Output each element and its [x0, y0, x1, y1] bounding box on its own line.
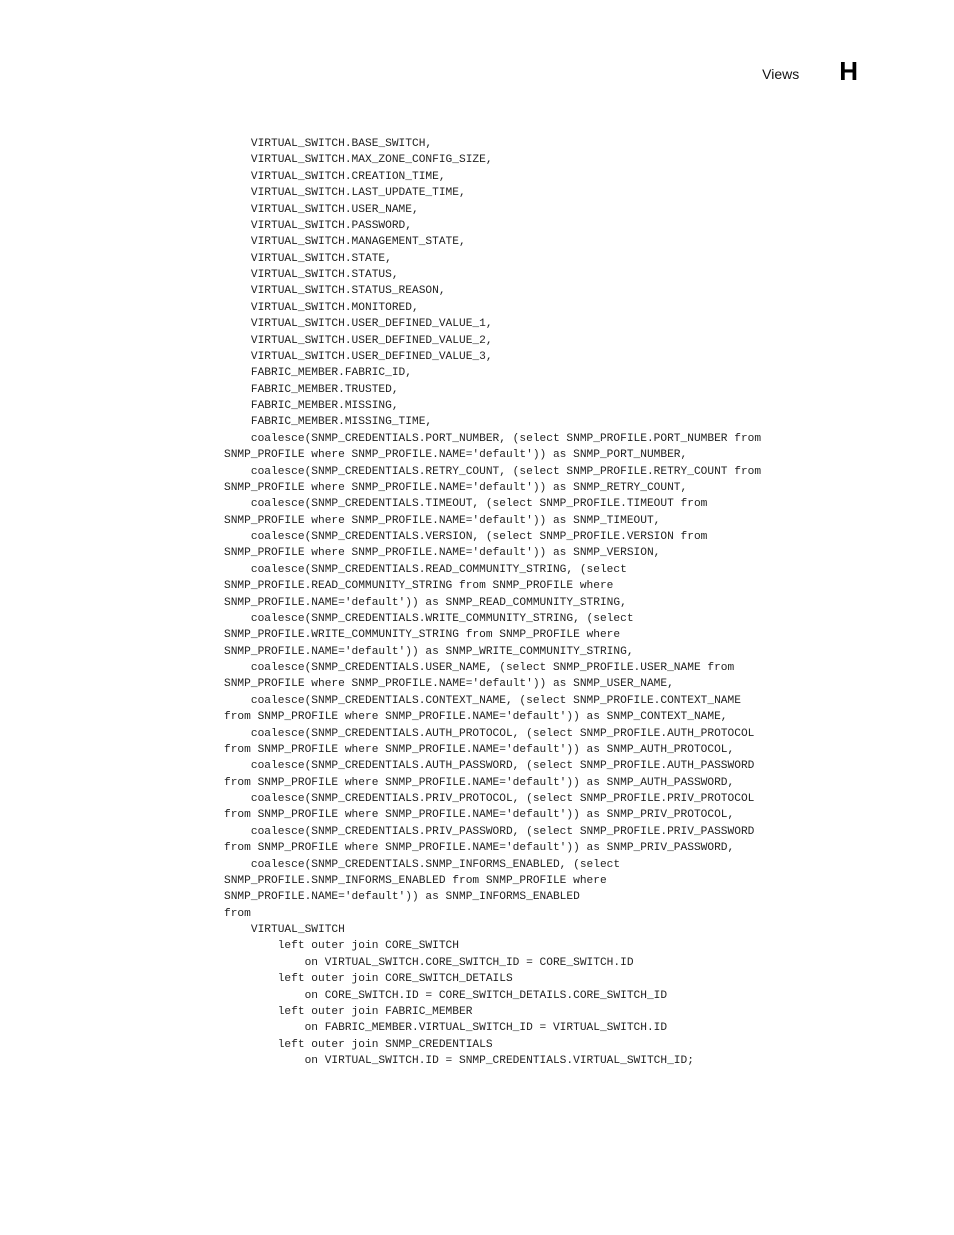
code-line: from SNMP_PROFILE where SNMP_PROFILE.NAME='default')) as SNMP_PRIV_PROTOCOL, [224, 809, 735, 822]
code-line: VIRTUAL_SWITCH.USER_DEFINED_VALUE_3, [224, 350, 493, 363]
code-line: from [224, 907, 251, 920]
code-line: SNMP_PROFILE.READ_COMMUNITY_STRING from SNMP_PROFILE where [224, 580, 614, 593]
code-line: coalesce(SNMP_CREDENTIALS.CONTEXT_NAME, (select SNMP_PROFILE.CONTEXT_NAME [224, 694, 741, 707]
code-line: left outer join SNMP_CREDENTIALS [224, 1038, 493, 1051]
code-line: on VIRTUAL_SWITCH.ID = SNMP_CREDENTIALS.VIRTUAL_SWITCH_ID; [224, 1055, 694, 1067]
code-line: SNMP_PROFILE.NAME='default')) as SNMP_WRITE_COMMUNITY_STRING, [224, 645, 634, 658]
code-line: coalesce(SNMP_CREDENTIALS.WRITE_COMMUNITY_STRING, (select [224, 612, 634, 625]
code-line: coalesce(SNMP_CREDENTIALS.READ_COMMUNITY_STRING, (select [224, 563, 627, 576]
code-line: FABRIC_MEMBER.TRUSTED, [224, 383, 399, 396]
code-line: SNMP_PROFILE where SNMP_PROFILE.NAME='default')) as SNMP_VERSION, [224, 547, 661, 560]
code-line: on CORE_SWITCH.ID = CORE_SWITCH_DETAILS.CORE_SWITCH_ID [224, 989, 668, 1002]
code-line: VIRTUAL_SWITCH.USER_DEFINED_VALUE_2, [224, 334, 493, 347]
code-line: VIRTUAL_SWITCH.USER_NAME, [224, 203, 419, 216]
code-line: from SNMP_PROFILE where SNMP_PROFILE.NAME='default')) as SNMP_AUTH_PROTOCOL, [224, 743, 735, 756]
code-line: SNMP_PROFILE.NAME='default')) as SNMP_READ_COMMUNITY_STRING, [224, 596, 627, 609]
section-title: Views [762, 65, 800, 82]
code-line: FABRIC_MEMBER.MISSING_TIME, [224, 416, 433, 429]
code-line: from SNMP_PROFILE where SNMP_PROFILE.NAME='default')) as SNMP_CONTEXT_NAME, [224, 711, 728, 724]
code-line: SNMP_PROFILE where SNMP_PROFILE.NAME='default')) as SNMP_RETRY_COUNT, [224, 481, 688, 494]
code-line: coalesce(SNMP_CREDENTIALS.TIMEOUT, (select SNMP_PROFILE.TIMEOUT from [224, 498, 708, 511]
code-line: SNMP_PROFILE where SNMP_PROFILE.NAME='default')) as SNMP_PORT_NUMBER, [224, 449, 688, 462]
code-line: VIRTUAL_SWITCH.CREATION_TIME, [224, 170, 446, 183]
code-line: VIRTUAL_SWITCH.STATUS, [224, 269, 399, 281]
code-line: SNMP_PROFILE.NAME='default')) as SNMP_INFORMS_ENABLED [224, 891, 580, 904]
code-line: VIRTUAL_SWITCH [224, 924, 345, 936]
appendix-letter: H [839, 56, 858, 86]
code-line: coalesce(SNMP_CREDENTIALS.AUTH_PROTOCOL, (select SNMP_PROFILE.AUTH_PROTOCOL [224, 727, 755, 740]
code-line: left outer join FABRIC_MEMBER [224, 1005, 473, 1018]
code-line: coalesce(SNMP_CREDENTIALS.PORT_NUMBER, (select SNMP_PROFILE.PORT_NUMBER from [224, 432, 762, 445]
code-line: left outer join CORE_SWITCH [224, 940, 459, 953]
code-line: from SNMP_PROFILE where SNMP_PROFILE.NAME='default')) as SNMP_PRIV_PASSWORD, [224, 842, 735, 855]
code-line: VIRTUAL_SWITCH.USER_DEFINED_VALUE_1, [224, 318, 493, 331]
code-line: coalesce(SNMP_CREDENTIALS.PRIV_PROTOCOL, (select SNMP_PROFILE.PRIV_PROTOCOL [224, 793, 755, 805]
code-line: SNMP_PROFILE where SNMP_PROFILE.NAME='default')) as SNMP_USER_NAME, [224, 678, 674, 691]
code-line: FABRIC_MEMBER.MISSING, [224, 400, 399, 412]
page-header [762, 56, 858, 87]
code-line: coalesce(SNMP_CREDENTIALS.SNMP_INFORMS_ENABLED, (select [224, 858, 621, 871]
code-line: VIRTUAL_SWITCH.LAST_UPDATE_TIME, [224, 187, 466, 200]
code-line: VIRTUAL_SWITCH.MONITORED, [224, 301, 419, 314]
code-line: coalesce(SNMP_CREDENTIALS.VERSION, (select SNMP_PROFILE.VERSION from [224, 531, 708, 543]
code-line: VIRTUAL_SWITCH.BASE_SWITCH, [224, 138, 433, 150]
code-line: on VIRTUAL_SWITCH.CORE_SWITCH_ID = CORE_SWITCH.ID [224, 956, 634, 969]
code-line: coalesce(SNMP_CREDENTIALS.RETRY_COUNT, (select SNMP_PROFILE.RETRY_COUNT from [224, 465, 762, 478]
sql-code-block [224, 136, 761, 1069]
code-line: FABRIC_MEMBER.FABRIC_ID, [224, 367, 412, 380]
code-line: VIRTUAL_SWITCH.MANAGEMENT_STATE, [224, 236, 466, 249]
code-line: VIRTUAL_SWITCH.PASSWORD, [224, 219, 412, 232]
code-line: coalesce(SNMP_CREDENTIALS.AUTH_PASSWORD, (select SNMP_PROFILE.AUTH_PASSWORD [224, 760, 755, 773]
code-line: VIRTUAL_SWITCH.STATUS_REASON, [224, 285, 446, 298]
code-line: from SNMP_PROFILE where SNMP_PROFILE.NAME='default')) as SNMP_AUTH_PASSWORD, [224, 776, 735, 789]
code-line: coalesce(SNMP_CREDENTIALS.USER_NAME, (select SNMP_PROFILE.USER_NAME from [224, 662, 735, 674]
code-line: SNMP_PROFILE.SNMP_INFORMS_ENABLED from SNMP_PROFILE where [224, 874, 607, 887]
code-line: VIRTUAL_SWITCH.STATE, [224, 252, 392, 265]
code-line: left outer join CORE_SWITCH_DETAILS [224, 973, 513, 986]
code-line: SNMP_PROFILE.WRITE_COMMUNITY_STRING from SNMP_PROFILE where [224, 629, 621, 642]
code-line: VIRTUAL_SWITCH.MAX_ZONE_CONFIG_SIZE, [224, 154, 493, 167]
code-line: coalesce(SNMP_CREDENTIALS.PRIV_PASSWORD, (select SNMP_PROFILE.PRIV_PASSWORD [224, 825, 755, 838]
code-line: on FABRIC_MEMBER.VIRTUAL_SWITCH_ID = VIRTUAL_SWITCH.ID [224, 1022, 668, 1035]
code-line: SNMP_PROFILE where SNMP_PROFILE.NAME='default')) as SNMP_TIMEOUT, [224, 514, 661, 527]
